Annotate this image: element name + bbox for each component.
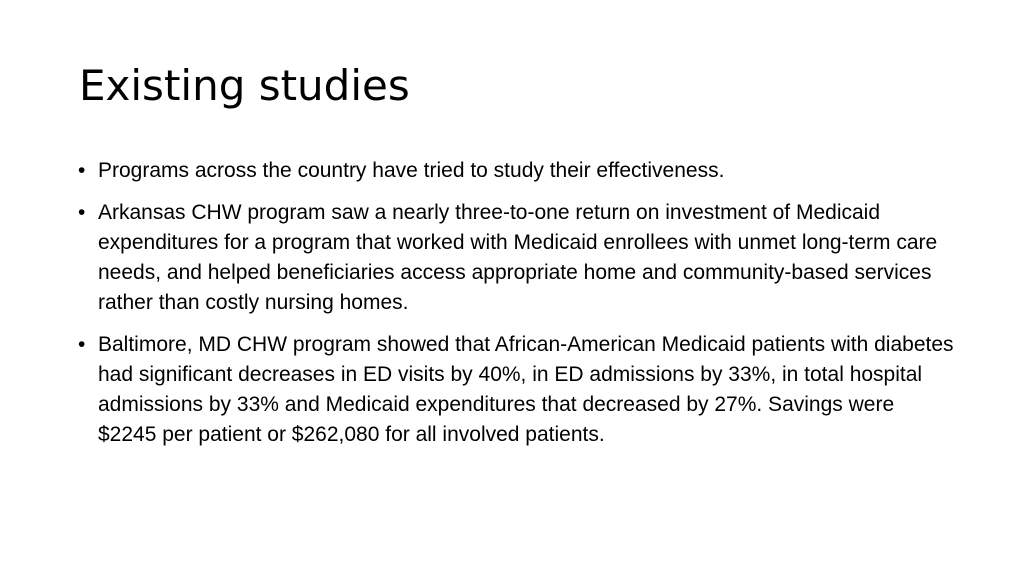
bullet-item — [78, 156, 958, 186]
bullet-dot-icon: • — [78, 333, 86, 356]
bullet-item — [78, 198, 958, 318]
bullet-dot-icon: • — [78, 159, 86, 182]
slide-title: Existing studies — [79, 61, 410, 110]
bullet-text: Arkansas CHW program saw a nearly three-to-one return on investment of Medicaid expenditures for a program that worked with Medicaid enrollees with unmet long-term care needs, and helped beneficiaries access appropriate home and community-based services rather than costly nursing homes. — [98, 201, 938, 314]
bullet-text: Baltimore, MD CHW program showed that African-American Medicaid patients with diabetes had significant decreases in ED visits by 40%, in ED admissions by 33%, in total hospital admissions by 33% and Medicaid expenditures that decreased by 27%. Savings were $2245 per patient or $262,080 for all involved patients. — [98, 333, 954, 446]
bullet-list — [78, 156, 958, 462]
bullet-item — [78, 330, 958, 450]
bullet-dot-icon: • — [78, 201, 86, 224]
bullet-text: Programs across the country have tried to study their effectiveness. — [98, 159, 725, 182]
